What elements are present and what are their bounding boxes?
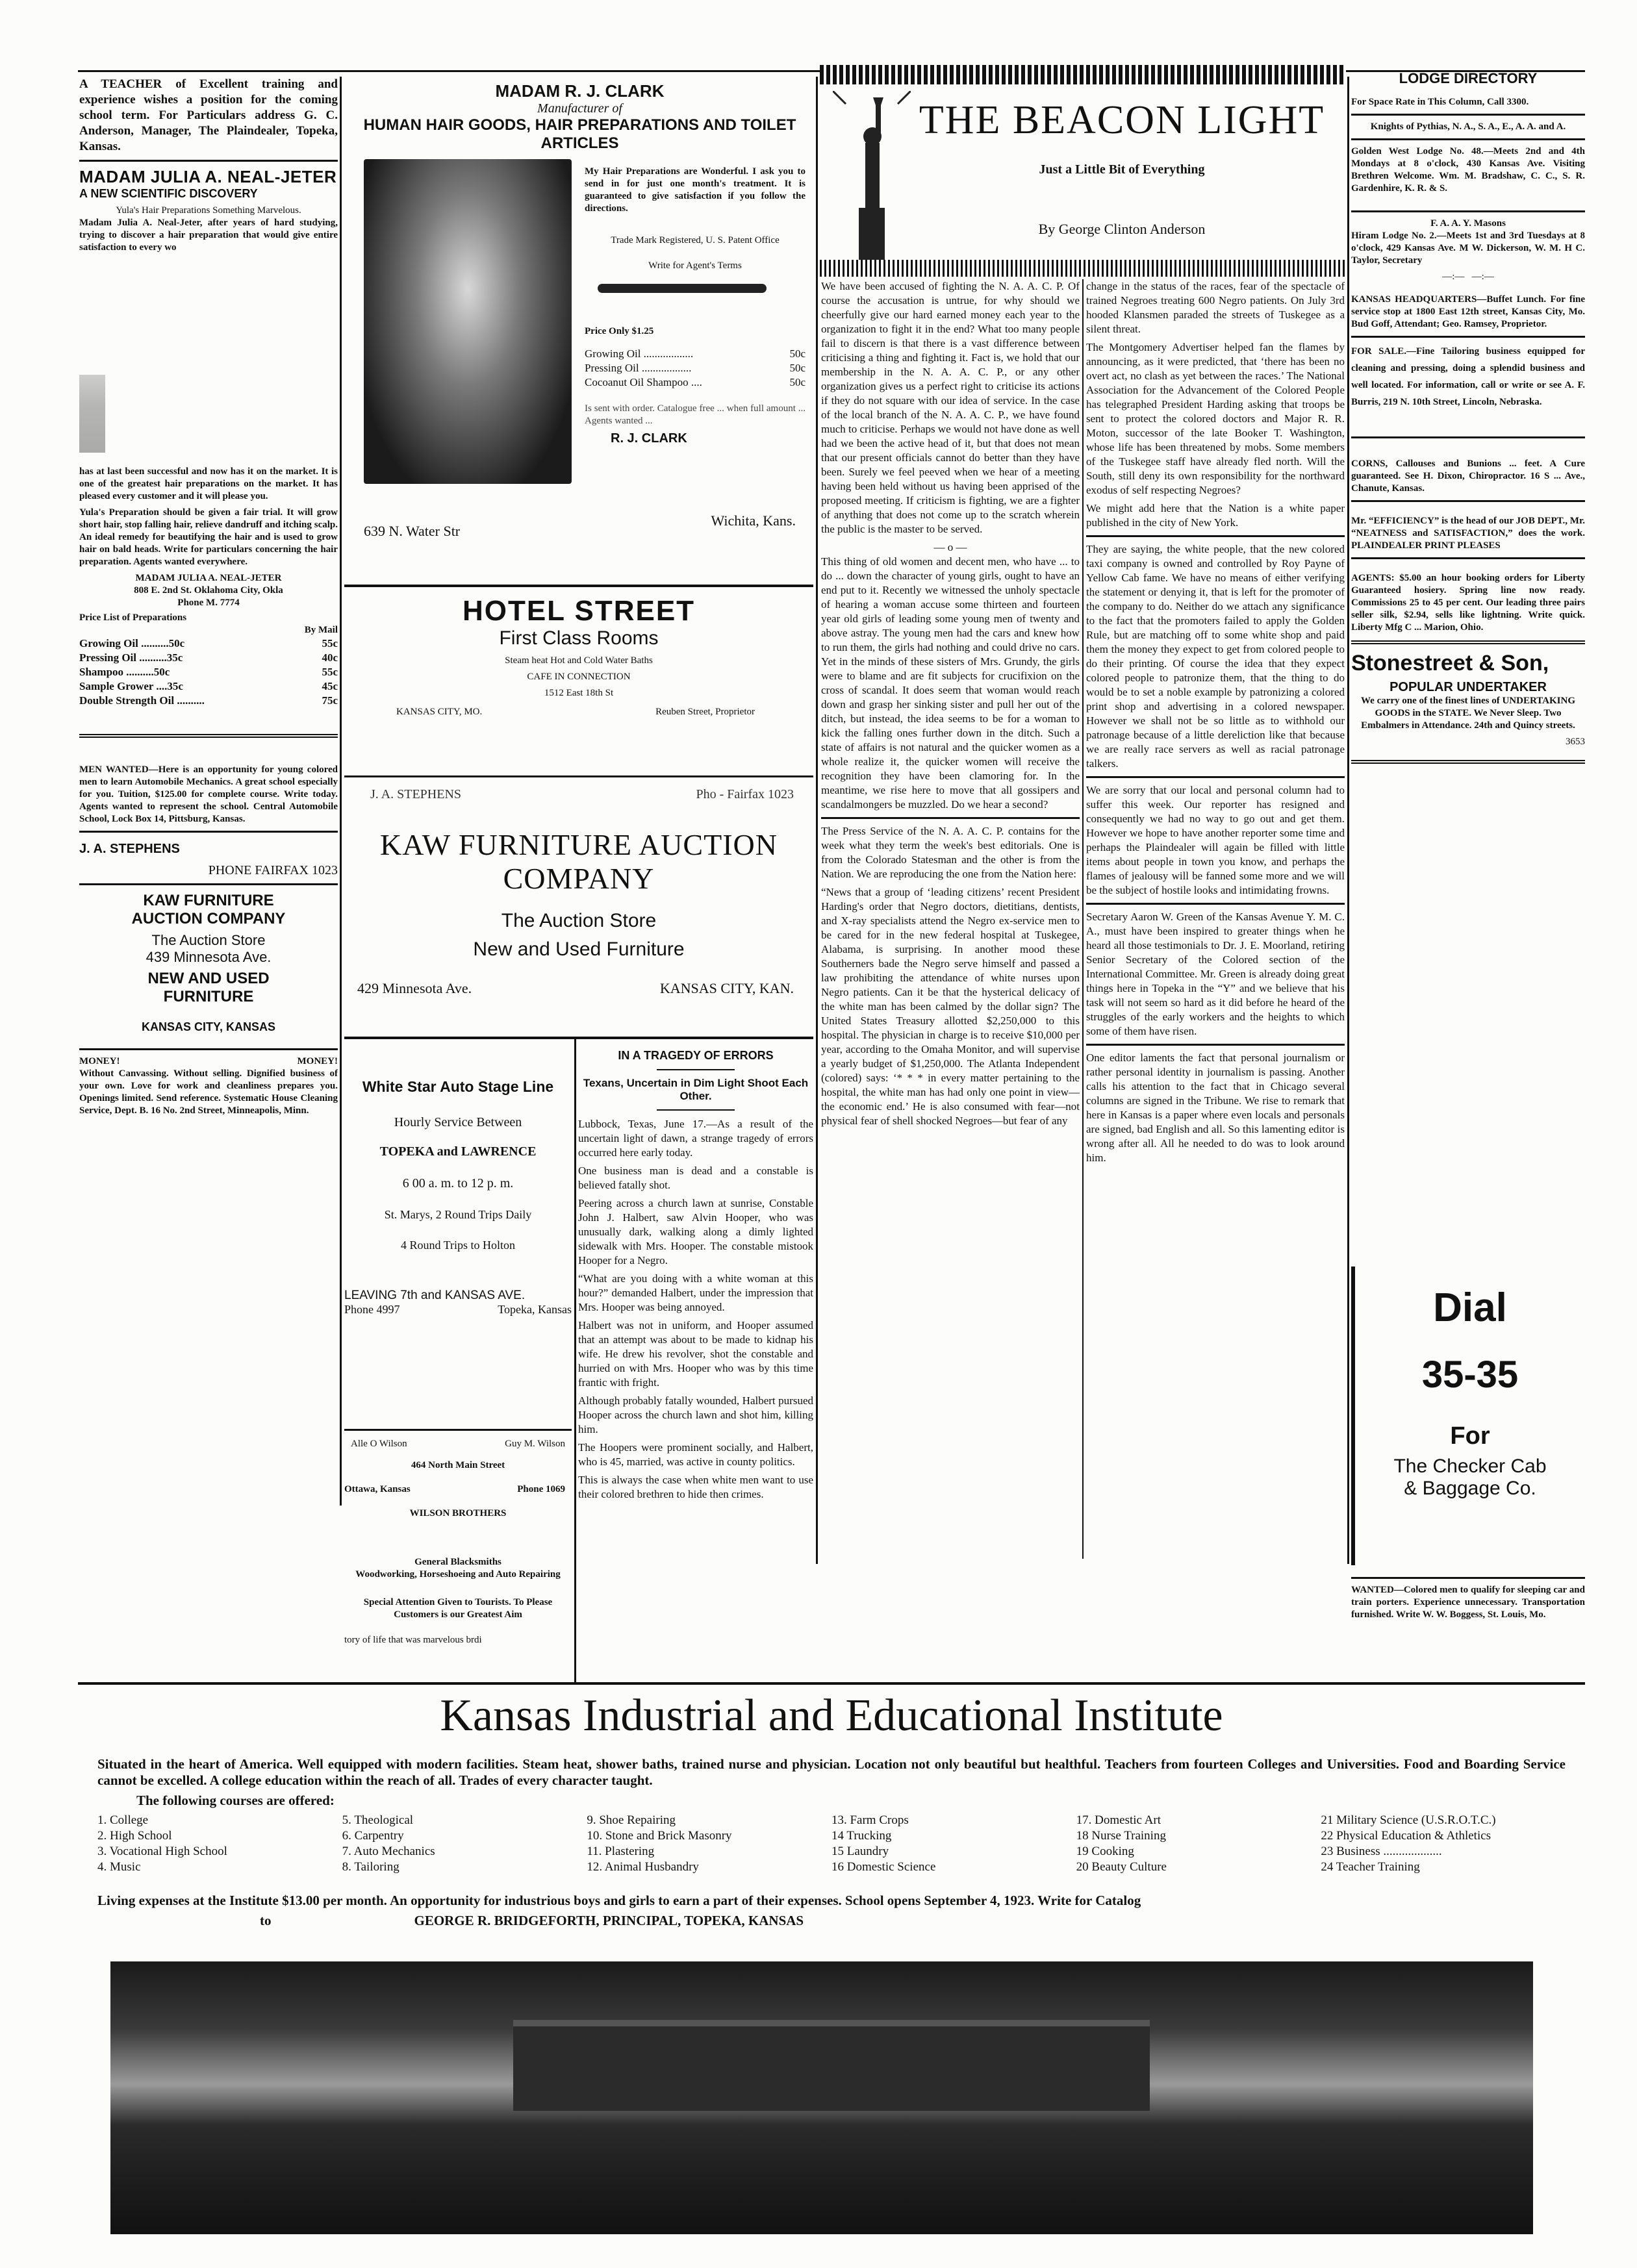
beacon-byline: By George Clinton Anderson	[1038, 221, 1206, 237]
beacon-c2-p3: We might add here that the Nation is a white paper published in the city of New York.	[1086, 502, 1345, 529]
dial-number: 35-35	[1421, 1354, 1519, 1396]
hotel-street-ad	[344, 591, 813, 766]
wilson-street: 464 North Main Street	[411, 1460, 505, 1470]
beacon-separator: — o —	[933, 541, 967, 553]
price-row: Sample Grower ....35c 45c	[79, 680, 338, 692]
column-5: LODGE DIRECTORY For Space Rate in This Column, Call 3300. Knights of Pythias, N. A., S. A., E., A. A. and A. Golden West Lodge No. 48.—Meets 2nd and 4th Mondays at 8 o'clock, 430 Kansas Ave. Visiting Brethren Welcome. Wm. M. Bradshaw, C. C., S. R. Gardenhire, K. R. & S. F. A. A. Y. Masons Hiram Lodge No. 2.—Meets 1st and 3rd Tuesdays at 8 o'clock, 429 Kansas Ave. M W. Dickerson, W. M. H C. Taylor, Secretary —:— —:— KANSAS HEADQUARTERS—Buffet Lunch. For fine service stop at 1800 East 12th street, Kansas City, Mo. Bud Goff, Attendant; Geo. Ramsey, Proprietor. FOR SALE.—Fine Tailoring business equipped for cleaning and pressing, doing a splendid business and well located. For information, call or write or see A. F. Burris, 219 N. 10th Street, Lincoln, Nebraska. CORNS, Callouses and Bunions ... feet. A Cure guaranteed. See H. Dixon, Chiropractor. 16 S ... Ave., Chanute, Kansas. Mr. “EFFICIENCY” is the head of our JOB DEPT., Mr. “NEATNESS and SATISFACTION,” does the work. PLAINDEALER PRINT PLEASES AGENTS: $5.00 an hour booking orders for Liberty Guaranteed hosiery. Spring line now ready. Commissions 25 to 45 per cent. Our leading three pairs seller silk, $2.94, sells like lightning. Write quick. Liberty Mfg C ... Marion, Ohio. Stonestreet & Son, POPULAR UNDERTAKER We carry one of the finest lines of UNDERTAKING GOODS in the STATE. We Never Sleep. Two Embalmers in Attendance. 24th and Quincy streets. 3653	[1351, 65, 1585, 1559]
clark-ad	[344, 81, 815, 581]
neal-faded-image	[79, 375, 105, 453]
tragedy-p6: Although probably fatally wounded, Halbert pursued Hooper across the church lawn and shot him, killing him.	[578, 1394, 813, 1435]
price-row: Double Strength Oil .......... 75c	[79, 694, 338, 707]
kaw-small-title-2: AUCTION COMPANY	[131, 910, 286, 927]
neal-price-list	[79, 636, 338, 708]
course-item: 4. Music	[97, 1860, 141, 1874]
undertaker-body: We carry one of the finest lines of UNDERTAKING GOODS in the STATE. We Never Sleep. Two Embalmers in Attendance. 24th and Quincy streets.	[1361, 696, 1575, 731]
column-rule	[1082, 279, 1084, 1559]
course-item: 15 Laundry	[831, 1845, 889, 1858]
price-row: Growing Oil ..........50c 55c	[79, 637, 338, 649]
beacon-bottom-strip	[820, 260, 1346, 277]
tragedy-p4: “What are you doing with a white woman at this hour?” demanded Halbert, under the impression that Mrs. Hooper was being annoyed.	[578, 1272, 813, 1313]
clark-pitch: My Hair Preparations are Wonderful. I ask you to send in for just one month's treatment. It is guaranteed to give satisfaction if you follow the directions.	[585, 166, 806, 214]
course-item: 24 Teacher Training	[1321, 1860, 1420, 1874]
star-leaving: LEAVING 7th and KANSAS AVE.	[344, 1289, 526, 1302]
course-item: 6. Carpentry	[342, 1829, 404, 1843]
white-star-ad	[344, 1072, 572, 1442]
campus-building	[513, 2020, 1150, 2111]
kaw-sub-1: The Auction Store	[501, 910, 657, 931]
course-item: 1. College	[97, 1813, 149, 1827]
comb-icon	[598, 284, 767, 293]
kaw-small-city: KANSAS CITY, KANSAS	[141, 1020, 276, 1033]
corns: CORNS, Callouses and Bunions ... feet. A Cure guaranteed. See H. Dixon, Chiropractor. 16 S ... Ave., Chanute, Kansas.	[1351, 459, 1585, 494]
beacon-c1-p3: The Press Service of the N. A. A. C. P. contains for the week what they term the week's best editorials. One is from the Colorado Statesman and the other is from the Nation. We are reproducing the one from the Nation here:	[821, 825, 1080, 880]
neal-body-1: Madam Julia A. Neal-Jeter, after years of hard studying, trying to discover a hair preparation that would give entire satisfaction to every wo	[79, 218, 338, 253]
course-item: 20 Beauty Culture	[1076, 1860, 1167, 1874]
for-sale: FOR SALE.—Fine Tailoring business equipped for cleaning and pressing, doing a splendid business and well located. For information, call or write or see A. F. Burris, 219 N. 10th Street, Lincoln, Nebraska.	[1351, 346, 1585, 407]
course-item: 3. Vocational High School	[97, 1845, 227, 1858]
tragedy-p5: Halbert was not in uniform, and Hooper assumed that an attempt was about to be made to kidnap his wife. He drew his revolver, shot the constable and hurried on with Mrs. Hooper who was by this time frantic with fright.	[578, 1319, 813, 1389]
wilson-line-3: Special Attention Given to Tourists. To Please Customers is our Greatest Aim	[363, 1597, 553, 1620]
rule	[344, 585, 813, 587]
institute-ad	[97, 1689, 1566, 2247]
beacon-c2-p1: change in the status of the races, fear of the spectacle of trained Negroes treating 600 Negro patients. On July 3rd hooded Klansmen paraded the streets of Tuskegee as a silent threat.	[1086, 280, 1345, 335]
course-item: 12. Animal Husbandry	[587, 1860, 699, 1874]
stonestreet: Stonestreet & Son,	[1351, 651, 1549, 675]
efficiency: Mr. “EFFICIENCY” is the head of our JOB DEPT., Mr. “NEATNESS and SATISFACTION,” does the work. PLAINDEALER PRINT PLEASES	[1351, 516, 1585, 551]
tragedy-p1: Lubbock, Texas, June 17.—As a result of the uncertain light of dawn, a strange tragedy of errors occurred here early today.	[578, 1118, 813, 1159]
dial-for: For	[1450, 1422, 1490, 1450]
clark-catalog: Is sent with order. Catalogue free ... when full amount ... Agents wanted ...	[585, 403, 806, 426]
clark-item: Pressing Oil .................. 50c	[585, 362, 806, 374]
beacon-col-2	[1086, 279, 1345, 1559]
beacon-c2-p2: The Montgomery Advertiser helped fan the flames by announcing, as it were predicted, that ‘there has been no overt act, no clash as yet between the races.’ The National Association for the Advancement of the Colored People has telegraphed President Harding asking that troops be sent to protect the colored doctors and Major R. R. Moton, successor of the late Booker T. Washington, whose life has been threatened by mobs. Some members of the Tuskegee staff have already fled north. Will the South, still deny its own responsibility for the northward exodus of self respecting Negroes?	[1086, 341, 1345, 496]
beacon-title: THE BEACON LIGHT	[919, 98, 1325, 142]
hotel-line-3: 1512 East 18th St	[544, 688, 614, 698]
course-item: 18 Nurse Training	[1076, 1829, 1166, 1843]
money-left: MONEY!	[79, 1056, 120, 1066]
column-1	[79, 77, 338, 1506]
star-city: Topeka, Kansas	[498, 1303, 572, 1316]
hotel-title: HOTEL STREET	[462, 595, 696, 627]
agents: AGENTS: $5.00 an hour booking orders for Liberty Guaranteed hosiery. Spring line now ready. Commissions 25 to 45 per cent. Our leading three pairs seller silk, $2.94, sells like lightning. Write quick. Liberty Mfg C ... Marion, Ohio.	[1351, 573, 1585, 633]
hiram: Hiram Lodge No. 2.—Meets 1st and 3rd Tuesdays at 8 o'clock, 429 Kansas Ave. M W. Dickerson, W. M. H C. Taylor, Secretary	[1351, 231, 1585, 266]
star-line-1: Hourly Service Between	[394, 1115, 522, 1129]
wilson-phone: Phone 1069	[517, 1484, 565, 1494]
dial-company-2: & Baggage Co.	[1404, 1478, 1536, 1499]
stephens-name: J. A. STEPHENS	[79, 842, 180, 856]
wilson-city: Ottawa, Kansas	[344, 1484, 411, 1494]
golden-west: Golden West Lodge No. 48.—Meets 2nd and 4th Mondays at 8 o'clock, 430 Kansas Ave. Visiting Brethren Welcome. Wm. M. Bradshaw, C. C., S. R. Gardenhire, K. R. & S.	[1351, 146, 1585, 194]
clark-portrait	[364, 159, 572, 484]
tragedy-p3: Peering across a church lawn at sunrise, Constable John J. Halbert, saw Alvin Hooper, who was unusually dark, walking along a dimly lighted sidewalk with Mrs. Hooper. The constable mistook Hooper for a Negro.	[578, 1197, 813, 1266]
institute-title: Kansas Industrial and Educational Institute	[440, 1691, 1223, 1741]
neal-phone: Phone M. 7774	[177, 598, 240, 608]
beacon-banner-strip	[820, 65, 1346, 84]
rule	[344, 1037, 813, 1039]
wilson-title: WILSON BROTHERS	[409, 1508, 507, 1518]
beacon-c1-p2: This thing of old women and decent men, who have ... to do ... down the character of young girls, ought to have an end put to it. Recently we witnessed the unholy spectacle of hearing a woman accuse some thirteen and fourteen year old girls of leading some young men of twenty and above astray. The young men had the cars and knew how to run them, the girls had nothing and could drive no cars. Yet in the minds of these sisters of Mrs. Grundy, the girls were to blame and are fit subjects for crucifixion on the cross of scandal. It does seem that woman would reach down and grasp her sinking sister and pull her out of the ditch, but instead, the idea seems to be for a woman to kick the falling ones further down in the ditch. Such a state of affairs is not natural and the quicker women as a whole realize it, the quicker women will receive the recognition they have been clamoring for. In the meantime, we rise here to move that all gossipers and scandalmongers be muzzled. Do we hear a second?	[821, 555, 1080, 811]
beacon-c2-p6: Secretary Aaron W. Green of the Kansas Avenue Y. M. C. A., must have been inspired to greater things when he heard all those testimonials to Dr. J. E. Moorland, retiring Senior Secretary of the Colored section of the International Committee. Mr. Green is already doing great things here in Topeka in the “Y” and we believe that his task will not seem so hard as it did before he heard of the struggles of the early workers and the heights to which some of them have risen.	[1086, 911, 1345, 1037]
star-title: White Star Auto Stage Line	[362, 1078, 554, 1095]
clark-manufacturer: Manufacturer of	[537, 101, 622, 116]
course-item: 14 Trucking	[831, 1829, 892, 1843]
star-phone: Phone 4997	[344, 1303, 400, 1316]
undertaker-num: 3653	[1566, 737, 1585, 747]
kaw-header-right: Pho - Fairfax 1023	[696, 787, 794, 801]
lodge-rate: For Space Rate in This Column, Call 3300.	[1351, 97, 1529, 107]
course-item: 21 Military Science (U.S.R.O.T.C.)	[1321, 1813, 1496, 1827]
rule	[344, 1429, 572, 1431]
beacon-c1-p1: We have been accused of fighting the N. A. A. C. P. Of course the accusation is untrue, for why should we cheerfully give our hard earned money each year to the organization to fight it in the end? What too many people fail to discern is that there is a vast difference between criticising a thing and fighting it. Fact is, we hold that our membership in the N. A. A. C. P., or any other organization gives us a perfect right to criticise its actions if they do not square with our idea of service. In the case of the local branch of the N. A. A. C. P., we have found much to criticise. Perhaps we would not have done as well had we been the active head of it, but that does not mean that our present officials cannot do better than they have been. Surely we feel peeved when we hear of a meeting having been held without us having been apprised of the proposed meeting. If criticism is fighting, we are a fighter of anything that does not come up to the scratch wherein the public is the master to be served.	[821, 280, 1080, 535]
rule	[344, 775, 813, 777]
kop: Knights of Pythias, N. A., S. A., E., A. A. and A.	[1370, 121, 1566, 132]
course-item: 11. Plastering	[587, 1845, 655, 1858]
undertaker: POPULAR UNDERTAKER	[1390, 680, 1547, 694]
beacon-c1-p4: “News that a group of ‘leading citizens’ recent President Harding's order that Negro doctors, dietitians, dentists, and X-ray specialists attend the Negro ex-service men to be cared for in the new federal hospital at Tuskegee, Alabama, is surprising. In another mood these Southerners bade the Negro serve himself and passed a law prohibiting the attendance of white nurses upon Negro patients. Can it be that the hysterical delicacy of the white man has been calmed by the dollar sign? The United States Treasury allotted $2,250,000 to this hospital. The physician in charge is to receive $10,000 per year, according to the Omaha Monitor, and will supervise a yearly budget of $1,250,000. The Atlanta Independent (colored) says: ‘* * * in every matter pertaining to the hospital, the white man has had only one point in view—the economic end.’ He is also consumed with fear—not physical fear of shell shocked Negroes—but fear of any	[821, 886, 1080, 1127]
wanted: WANTED—Colored men to qualify for sleeping car and train porters. Experience unnecessary. Transportation furnished. Write W. W. Boggess, St. Louis, Mo.	[1351, 1585, 1585, 1620]
course-item: 16 Domestic Science	[831, 1860, 936, 1874]
tragedy-subtitle: Texans, Uncertain in Dim Light Shoot Each Other.	[583, 1077, 809, 1102]
dial-word: Dial	[1433, 1285, 1507, 1330]
hotel-subtitle: First Class Rooms	[499, 627, 659, 649]
kaw-sub-2: New and Used Furniture	[473, 939, 685, 960]
course-item: 13. Farm Crops	[831, 1813, 909, 1827]
clark-signature: R. J. CLARK	[611, 431, 687, 446]
tragedy-p7: The Hoopers were prominent socially, and Halbert, who is 45, married, was active in county politics.	[578, 1441, 813, 1468]
money-right: MONEY!	[297, 1056, 338, 1066]
star-line-3: 6 00 a. m. to 12 p. m.	[402, 1176, 514, 1191]
tragedy-title: IN A TRAGEDY OF ERRORS	[618, 1049, 774, 1062]
star-line-4: St. Marys, 2 Round Trips Daily	[384, 1208, 532, 1221]
institute-description: Situated in the heart of America. Well equipped with modern facilities. Steam heat, shower baths, trained nurse and physician. Location not only beautiful but healthful. Teachers from fourteen Colleges and Universities. Food and Boarding Service cannot be excelled. A college education within the reach of all. Trades of every character taught.	[97, 1756, 1566, 1788]
neal-address-name: MADAM JULIA A. NEAL-JETER	[135, 573, 282, 583]
neal-by-mail: By Mail	[304, 625, 338, 635]
beacon-col-1	[821, 279, 1080, 1559]
clark-goods: HUMAN HAIR GOODS, HAIR PREPARATIONS AND TOILET ARTICLES	[363, 116, 796, 152]
kaw-small-line-2: 439 Minnesota Ave.	[146, 949, 272, 965]
kaw-header-left: J. A. STEPHENS	[370, 787, 462, 801]
money-body: Without Canvassing. Without selling. Dignified business of your own. Love for work and cleanliness prepares you. Openings limited. Send reference. Systematic House Cleaning Service, Dept. B. 16 No. 2nd Street, Minneapolis, Minn.	[79, 1068, 338, 1116]
column-rule	[574, 1039, 576, 1682]
course-item: 23 Business ...................	[1321, 1845, 1442, 1858]
kaw-small-title-1: KAW FURNITURE	[143, 892, 274, 909]
clark-address: 639 N. Water Str	[364, 523, 461, 539]
wilson-brothers-ad-2	[344, 1556, 572, 1680]
clark-agents: Write for Agent's Terms	[648, 260, 742, 271]
clark-item: Cocoanut Oil Shampoo .... 50c	[585, 376, 806, 388]
clark-trademark: Trade Mark Registered, U. S. Patent Office	[611, 235, 780, 246]
stephens-phone: PHONE FAIRFAX 1023	[208, 863, 338, 877]
price-row: Pressing Oil ..........35c 40c	[79, 651, 338, 664]
kaw-small-line-4: FURNITURE	[163, 988, 254, 1005]
hotel-city: KANSAS CITY, MO.	[396, 707, 483, 717]
hotel-proprietor: Reuben Street, Proprietor	[655, 707, 755, 717]
star-line-2: TOPEKA and LAWRENCE	[379, 1144, 537, 1159]
wilson-line-1: General Blacksmiths	[414, 1557, 501, 1567]
column-rule	[340, 77, 342, 1506]
institute-offered: The following courses are offered:	[136, 1793, 335, 1808]
kaw-city: KANSAS CITY, KAN.	[659, 980, 794, 996]
neal-portrait-area	[79, 258, 338, 466]
clark-name: MADAM R. J. CLARK	[495, 81, 665, 101]
wilson-name-left: Alle O Wilson	[351, 1439, 407, 1449]
course-item: 19 Cooking	[1076, 1845, 1134, 1858]
hotel-line-1: Steam heat Hot and Cold Water Baths	[505, 655, 653, 666]
course-item: 10. Stone and Brick Masonry	[587, 1829, 732, 1843]
neal-address: 808 E. 2nd St. Oklahoma City, Okla	[134, 585, 283, 596]
wilson-name-right: Guy M. Wilson	[505, 1439, 565, 1449]
neal-body-3: Yula's Preparation should be given a fair trial. It will grow short hair, stop falling hair, relieve dandruff and itching scalp. An ideal remedy for beautifying the hair and is used to grow hair on bald heads. Write for particulars concerning the hair preparation. Agents wanted everywhere.	[79, 507, 338, 567]
course-item: 5. Theological	[342, 1813, 414, 1827]
wilson-line-4: tory of life that was marvelous brdi	[344, 1635, 482, 1645]
teacher-ad: A TEACHER of Excellent training and experience wishes a position for the coming school term. For Particulars address G. C. Anderson, Manager, The Plaindealer, Topeka, Kansas.	[79, 77, 338, 153]
course-item: 7. Auto Mechanics	[342, 1845, 435, 1858]
course-item: 22 Physical Education & Athletics	[1321, 1829, 1491, 1843]
course-item: 17. Domestic Art	[1076, 1813, 1161, 1827]
tragedy-p8: This is always the case when white men want to use their colored brethren to hide then crimes.	[578, 1474, 813, 1500]
neal-subtitle: A NEW SCIENTIFIC DISCOVERY	[79, 187, 258, 200]
course-item: 2. High School	[97, 1829, 172, 1843]
kansas-hq: KANSAS HEADQUARTERS—Buffet Lunch. For fine service stop at 1800 East 12th street, Kansas City, Mo. Bud Goff, Attendant; Geo. Ramsey, Proprietor.	[1351, 294, 1585, 329]
clark-city: Wichita, Kans.	[711, 512, 796, 529]
hotel-line-2: CAFE IN CONNECTION	[527, 672, 631, 682]
course-item: 8. Tailoring	[342, 1860, 400, 1874]
clark-item: Growing Oil .................. 50c	[585, 347, 806, 360]
wilson-brothers-ad	[344, 1435, 572, 1559]
column-rule	[1347, 77, 1349, 1564]
lodge-title: LODGE DIRECTORY	[1399, 70, 1538, 86]
neal-body-2: has at last been successful and now has it on the market. It is one of the greatest hair preparations on the market. It has pleased every customer and it will please you.	[79, 466, 338, 501]
price-row: Shampoo ..........50c 55c	[79, 666, 338, 678]
tragedy-article	[578, 1042, 813, 1692]
courses-grid	[97, 1813, 1566, 1875]
kaw-title: KAW FURNITURE AUCTION COMPANY	[380, 828, 778, 895]
checker-cab-ad	[1351, 1266, 1585, 1565]
wilson-line-2: Woodworking, Horseshoeing and Auto Repairing	[355, 1569, 561, 1580]
men-wanted-ad: MEN WANTED—Here is an opportunity for young colored men to learn Automobile Mechanics. A great school especially for you. Tuition, $125.00 for complete course. Write today. Agents wanted to represent the school. Central Automobile School, Lock Box 14, Pittsburg, Kansas.	[79, 764, 338, 824]
institute-living: Living expenses at the Institute $13.00 per month. An opportunity for industrious boys and girls to earn a part of their expenses. School opens September 4, 1923. Write for Catalog	[97, 1893, 1141, 1908]
institute-principal: GEORGE R. BRIDGEFORTH, PRINCIPAL, TOPEKA, KANSAS	[414, 1913, 804, 1928]
institute-campus-photo	[110, 1961, 1533, 2234]
kaw-address: 429 Minnesota Ave.	[357, 980, 472, 996]
neal-price-head: Price List of Preparations	[79, 612, 187, 623]
kaw-furniture-ad	[344, 779, 813, 1033]
beacon-c2-p7: One editor laments the fact that personal journalism or rather personal identity in journalism is passing. Another calls his attention to the fact that in Chicago several columns are signed in the Tribune. We rise to remark that here in Kansas is a paper where even locals and personals are signed, bad English and all. So this lamenting editor is wrong after all. All he needed to do was to look around him.	[1086, 1052, 1345, 1164]
course-item: 9. Shoe Repairing	[587, 1813, 676, 1827]
kaw-small-line-1: The Auction Store	[151, 932, 266, 948]
dial-company-1: The Checker Cab	[1393, 1455, 1547, 1477]
wanted-ad	[1351, 1572, 1585, 1663]
faam-title: F. A. A. Y. Masons	[1430, 218, 1506, 229]
tragedy-p2: One business man is dead and a constable is believed fatally shot.	[578, 1165, 813, 1191]
star-line-5: 4 Round Trips to Holton	[400, 1239, 516, 1252]
institute-top-rule	[78, 1682, 1585, 1685]
beacon-c2-p4: They are saying, the white people, that the new colored taxi company is owned and controlled by Roy Payne of Yellow Cab fame. We have no means of either verifying the statement or denying it, that is left for the promoter of the company to do. Neither do we attach any significance to the fact that the promoters failed to apply the Golden Rule, but are matching off to some white shop and paid them the money they expect to get from colored people to do their printing. Of course the idea that they expect colored people to patronize them, that the thing to do would be to set a noble example by patronizing a colored print shop and advertising in a colored newspaper. However we shall not be so little as to withhold our patronage because of a little dereliction like that because we are really race servers as well as racial patronage talkers.	[1086, 543, 1345, 770]
institute-to: to	[260, 1913, 272, 1928]
clark-price: Price Only $1.25	[585, 326, 654, 336]
beacon-c2-p5: We are sorry that our local and personal column had to suffer this week. Our reporter has resigned and consequently we had no way to go out and get them. However we hope to have another reporter some time and perhaps the Plaindealer will again be filled with little items about people in town you know, and perhaps the flames of jealousy will be fanned some more and we will be the subject of hostile looks and intimidating frowns.	[1086, 784, 1345, 896]
column-rule	[816, 77, 818, 1564]
neal-title: MADAM JULIA A. NEAL-JETER	[79, 167, 337, 186]
beacon-header	[820, 65, 1346, 279]
neal-intro: Yula's Hair Preparations Something Marvelous.	[116, 205, 301, 216]
beacon-subtitle: Just a Little Bit of Everything	[1039, 162, 1205, 177]
kaw-small-line-3: NEW AND USED	[147, 970, 270, 987]
